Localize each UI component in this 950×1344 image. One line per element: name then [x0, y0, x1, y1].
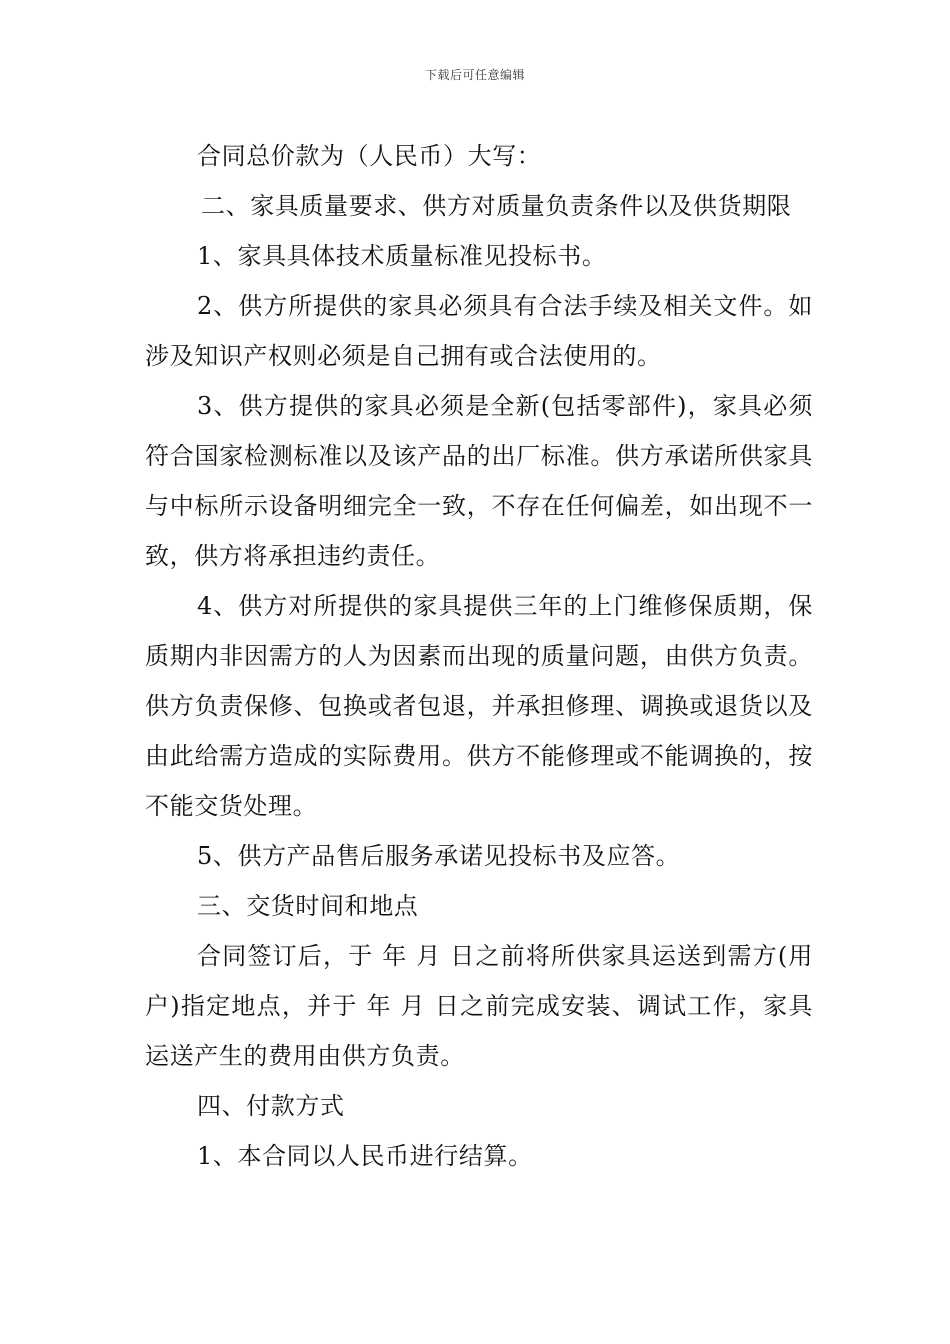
delivery-paragraph: 合同签订后，于 年 月 日之前将所供家具运送到需方(用户)指定地点，并于 年 月 日之前完成安装、调试工作，家具运送产生的费用由供方负责。 — [145, 942, 813, 1070]
contract-total-price-line: 合同总价款为（人民币）大写： — [197, 142, 542, 170]
payment-clause-1: 1、本合同以人民币进行结算。 — [197, 1142, 533, 1170]
clause-5: 5、供方产品售后服务承诺见投标书及应答。 — [197, 842, 681, 870]
section-four-heading: 四、付款方式 — [197, 1092, 345, 1120]
section-two-heading: 二、家具质量要求、供方对质量负责条件以及供货期限 — [201, 192, 792, 220]
clause-1: 1、家具具体技术质量标准见投标书。 — [197, 242, 607, 270]
section-three-heading: 三、交货时间和地点 — [197, 892, 419, 920]
document-body — [145, 131, 813, 1181]
page-header-note: 下载后可任意编辑 — [424, 68, 525, 82]
clause-4: 4、供方对所提供的家具提供三年的上门维修保质期，保质期内非因需方的人为因素而出现的质量问题，由供方负责。供方负责保修、包换或者包退，并承担修理、调换或退货以及由此给需方造成的实际费用。供方不能修理或不能调换的，按不能交货处理。 — [145, 592, 813, 820]
clause-2: 2、供方所提供的家具必须具有合法手续及相关文件。如涉及知识产权则必须是自己拥有或合法使用的。 — [145, 292, 813, 370]
clause-3: 3、供方提供的家具必须是全新(包括零部件)，家具必须符合国家检测标准以及该产品的出厂标准。供方承诺所供家具与中标所示设备明细完全一致，不存在任何偏差，如出现不一致，供方将承担违约责任。 — [145, 392, 813, 570]
